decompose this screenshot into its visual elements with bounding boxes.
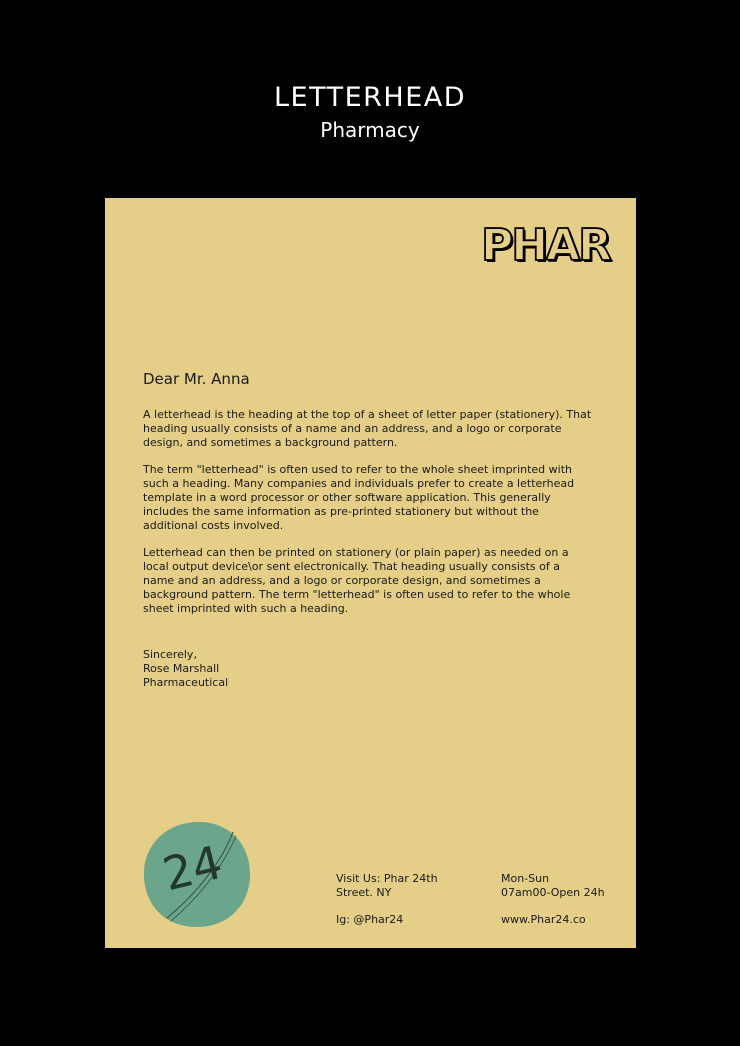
instagram-handle[interactable]: Ig: @Phar24 (336, 913, 404, 926)
hours-line: 07am00-Open 24h (501, 886, 605, 899)
page-subtitle: Pharmacy (320, 118, 420, 142)
stamp-24-icon (141, 818, 253, 930)
address-line: Visit Us: Phar 24th (336, 872, 438, 885)
paragraph: Letterhead can then be printed on stationery (or plain paper) as needed on a local output device\or sent electronically. That heading usually consists of a name and an address, and a logo or corporate design, and sometimes a background pattern. The term "letterhead" is often used to refer to the whole sheet imprinted with such a heading. (143, 546, 571, 615)
footer-hours (501, 872, 605, 900)
page-title: LETTERHEAD (273, 82, 467, 113)
address-line: Street. NY (336, 886, 392, 899)
letter-sheet (105, 198, 636, 948)
website-link[interactable]: www.Phar24.co (501, 913, 586, 926)
paragraph: A letterhead is the heading at the top of a sheet of letter paper (stationery). That heading usually consists of a name and an address, and a logo or corporate design, and sometimes a background pattern. (143, 408, 592, 449)
paragraph: The term "letterhead" is often used to refer to the whole sheet imprinted with such a heading. Many companies and individuals prefer to create a letterhead template in a word processor or other software application. This generally includes the same information as pre-printed stationery but without the additional costs involved. (143, 463, 575, 532)
letter-body (143, 408, 593, 629)
closing: Sincerely, (143, 648, 197, 661)
signature-block (143, 648, 228, 690)
signer-name: Rose Marshall (143, 662, 220, 675)
hours-line: Mon-Sun (501, 872, 550, 885)
stamp-text: 24 (157, 834, 228, 902)
brand-logo: PHAR (480, 220, 610, 271)
signer-title: Pharmaceutical (143, 676, 229, 689)
salutation: Dear Mr. Anna (143, 370, 250, 388)
footer-address (336, 872, 438, 900)
